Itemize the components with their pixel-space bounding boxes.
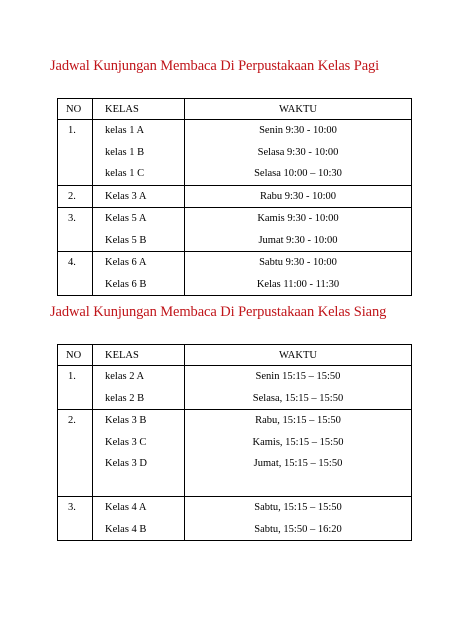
kelas-cell [93, 410, 185, 497]
class-name: kelas 1 A [105, 125, 145, 136]
class-name: kelas 2 A [105, 371, 145, 382]
class-name: Kelas 4 A [105, 502, 147, 513]
row-number: 3. [58, 208, 93, 252]
table-row [58, 185, 412, 208]
row-number: 2. [58, 185, 93, 208]
header-kelas: KELAS [93, 99, 185, 120]
kelas-cell [93, 366, 185, 410]
table-row [58, 410, 412, 497]
visit-time: Selasa 10:00 – 10:30 [254, 168, 342, 179]
row-number: 2. [58, 410, 93, 497]
waktu-cell [185, 366, 412, 410]
class-name: Kelas 3 C [105, 436, 147, 448]
kelas-cell [93, 185, 185, 208]
morning-schedule-table [57, 98, 412, 296]
row-number: 4. [58, 252, 93, 296]
class-name: Kelas 3 D [105, 458, 147, 469]
header-waktu: WAKTU [185, 345, 412, 366]
class-name: Kelas 6 B [105, 278, 147, 290]
header-waktu: WAKTU [185, 99, 412, 120]
row-number: 1. [58, 120, 93, 186]
table-row [58, 252, 412, 296]
class-name: kelas 1 B [105, 146, 145, 158]
visit-time: Kamis, 15:15 – 15:50 [252, 436, 344, 448]
waktu-cell [185, 208, 412, 252]
visit-time: Selasa 9:30 - 10:00 [257, 146, 339, 158]
morning-schedule-title: Jadwal Kunjungan Membaca Di Perpustakaan Kelas Pagi [50, 58, 380, 74]
kelas-cell [93, 208, 185, 252]
class-name: Kelas 6 A [105, 257, 147, 268]
visit-time: Kelas 11:00 - 11:30 [256, 278, 340, 290]
afternoon-schedule-title: Jadwal Kunjungan Membaca Di Perpustakaan Kelas Siang [50, 304, 387, 320]
afternoon-schedule-body [58, 345, 412, 541]
table-row [58, 120, 412, 186]
waktu-cell [185, 410, 412, 497]
row-number: 1. [58, 366, 93, 410]
kelas-cell [93, 497, 185, 541]
row-number: 3. [58, 497, 93, 541]
visit-time: Jumat 9:30 - 10:00 [258, 234, 338, 246]
kelas-cell [93, 252, 185, 296]
visit-time: Rabu 9:30 - 10:00 [259, 190, 337, 202]
morning-schedule-body [58, 99, 412, 296]
afternoon-schedule-table [57, 344, 412, 541]
table-row [58, 366, 412, 410]
class-name: Kelas 3 A [105, 190, 147, 202]
header-no: NO [58, 345, 93, 366]
class-name: Kelas 3 B [105, 415, 147, 426]
visit-time: Sabtu, 15:50 – 16:20 [254, 523, 342, 535]
visit-time: Senin 9:30 - 10:00 [259, 125, 337, 136]
class-name: Kelas 5 B [105, 234, 147, 246]
visit-time: Rabu, 15:15 – 15:50 [255, 415, 341, 426]
visit-time: Senin 15:15 – 15:50 [255, 371, 341, 382]
visit-time: Sabtu, 15:15 – 15:50 [254, 502, 342, 513]
table-row [58, 208, 412, 252]
kelas-cell [93, 120, 185, 186]
table-row [58, 497, 412, 541]
waktu-cell [185, 120, 412, 186]
class-name: kelas 1 C [105, 168, 145, 179]
class-name: Kelas 5 A [105, 213, 147, 224]
waktu-cell [185, 185, 412, 208]
visit-time: Selasa, 15:15 – 15:50 [252, 392, 344, 404]
class-name: kelas 2 B [105, 392, 145, 404]
header-kelas: KELAS [93, 345, 185, 366]
table-header-row [58, 99, 412, 120]
visit-time: Jumat, 15:15 – 15:50 [253, 458, 343, 469]
table-header-row [58, 345, 412, 366]
waktu-cell [185, 497, 412, 541]
visit-time: Sabtu 9:30 - 10:00 [259, 257, 337, 268]
waktu-cell [185, 252, 412, 296]
visit-time: Kamis 9:30 - 10:00 [257, 213, 339, 224]
class-name: Kelas 4 B [105, 523, 147, 535]
header-no: NO [58, 99, 93, 120]
